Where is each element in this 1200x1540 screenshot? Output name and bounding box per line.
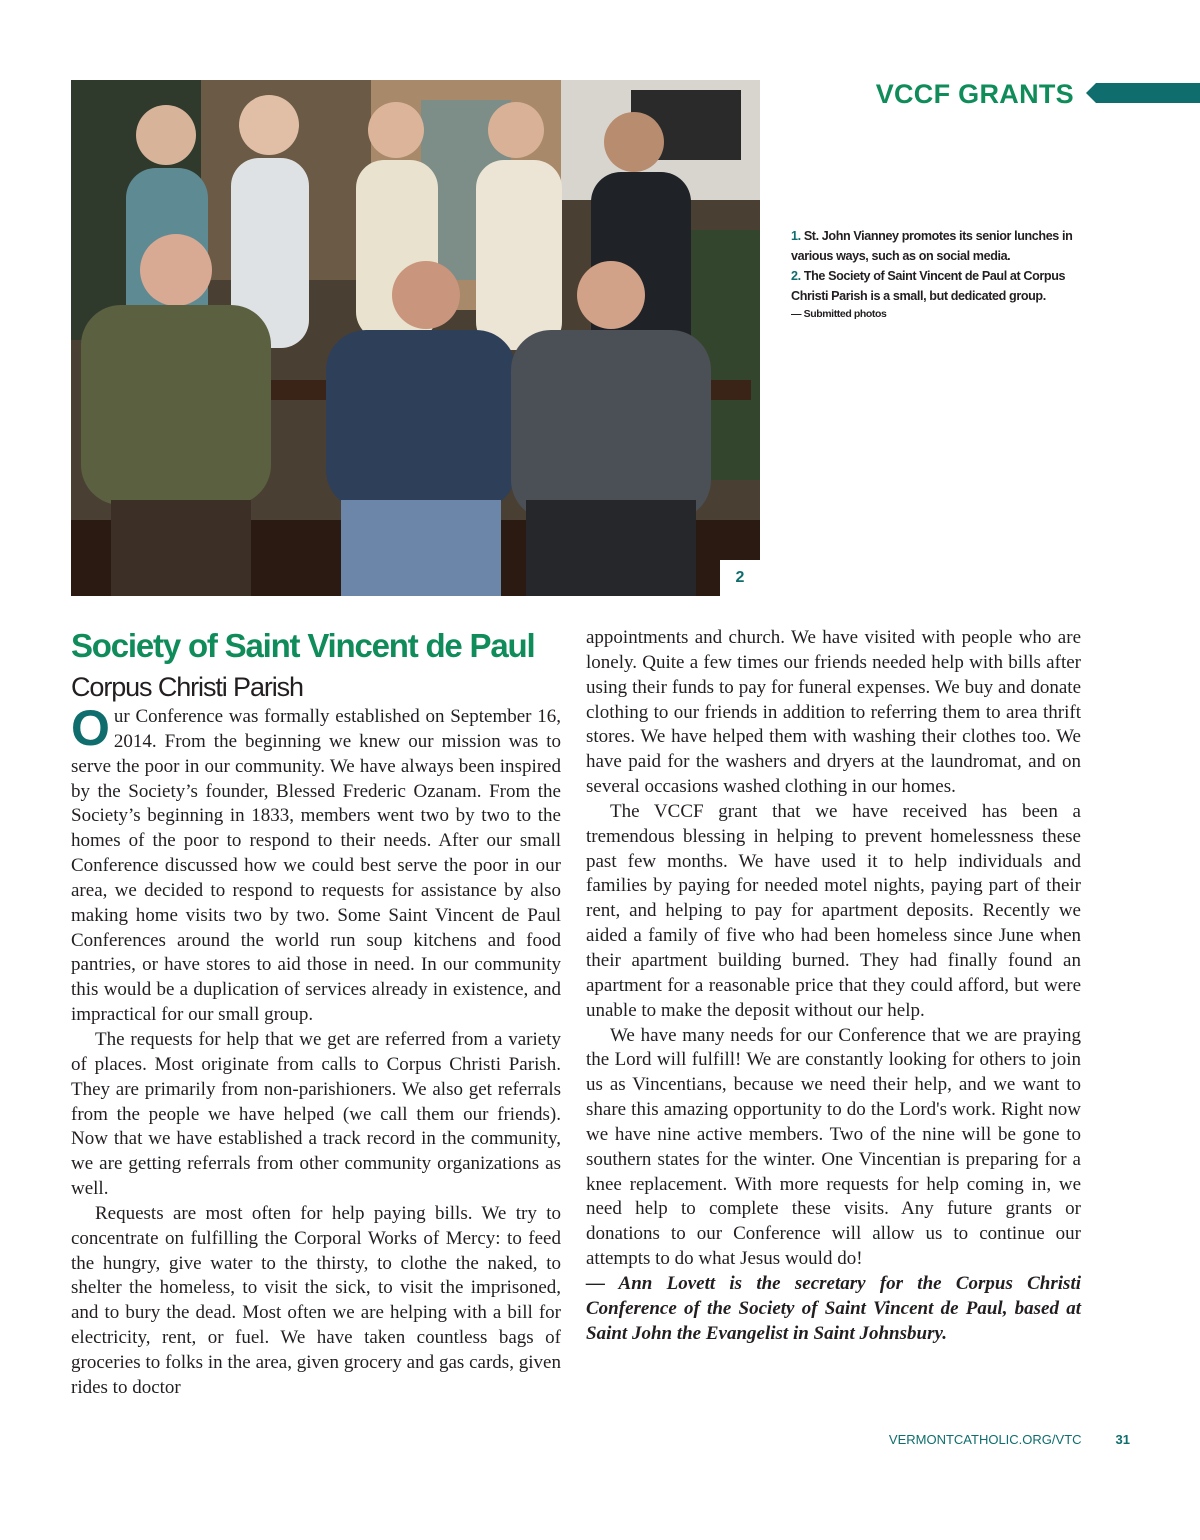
- page-number: 31: [1115, 1432, 1130, 1447]
- section-header: [860, 78, 1200, 110]
- article-paragraph-1-text: ur Conference was formally established on September 16, 2014. From the beginning we knew our mission was to serve the poor in our community. We have always been inspired by the Society’s founder, Blessed Frederic Ozanam. From the Society’s beginning in 1833, members went two by two to the homes of the poor to respond to their needs. After our small Conference discussed how we could best serve the poor in our area, we decided to respond to requests for assistance by also making home visits two by two. Some Saint Vincent de Paul Conferences around the world run soup kitchens and food pantries, or have stores to aid those in need. In our community this would be a duplication of services already in existence, and impractical for our small group.: [71, 706, 561, 1026]
- group-photo-illustration: [71, 80, 760, 596]
- photo-credit: — Submitted photos: [791, 308, 887, 320]
- caption-item1-text: St. John Vianney promotes its senior lunches in various ways, such as on social media.: [791, 229, 1073, 263]
- author-signoff: — Ann Lovett is the secretary for the Corpus Christi Conference of the Society of Saint Vincent de Paul, based at Saint John the Evangelist in Saint Johnsbury.: [586, 1272, 1081, 1344]
- section-tab-arrow: [1086, 83, 1200, 103]
- section-title: VCCF GRANTS: [875, 79, 1074, 109]
- drop-cap: O: [71, 700, 110, 756]
- caption-item2-number: 2.: [791, 269, 801, 283]
- footer-url[interactable]: VERMONTCATHOLIC.ORG/VTC: [888, 1432, 1082, 1447]
- article-paragraph-2: The requests for help that we get are referred from a variety of places. Most originate from calls to Corpus Christi Parish. They are primarily from non-parishioners. We also get referrals from the people we have helped (we call them our friends). Now that we have established a track record in the community, we are getting referrals from other community organizations as well.: [71, 1028, 561, 1200]
- caption-item2-text: The Society of Saint Vincent de Paul at Corpus Christi Parish is a small, but dedicated group.: [791, 269, 1066, 303]
- page-footer: [889, 1432, 1130, 1447]
- article-paragraph-4: The VCCF grant that we have received has been a tremendous blessing in helping to prevent homelessness these past few months. We have used it to help individuals and families by paying for needed motel nights, paying part of their rent, and helping to pay for apartment deposits. Recently we aided a family of five who had been homeless since June when their apartment building burned. They had finally found an apartment for a reasonable price that they could afford, but were unable to make the deposit without our help.: [586, 800, 1081, 1021]
- article-paragraph-5: We have many needs for our Conference that we are praying the Lord will fulfill! We are constantly looking for others to join us as Vincentians, because we need their help, and we want to share this amazing opportunity to do the Lord's work. Right now we have nine active members. Two of the nine will be gone to southern states for the winter. One Vincentian is preparing for a knee replacement. With more requests for help coming in, we need help to complete these visits. Any future grants or donations to our Conference will allow us to continue our attempts to do what Jesus would do!: [586, 1024, 1081, 1270]
- photo-caption: [791, 226, 1091, 322]
- article-paragraph-3: Requests are most often for help paying bills. We try to concentrate on fulfilling the Corporal Works of Mercy: to feed the hungry, give water to the thirsty, to clothe the naked, to shelter the homeless, to visit the sick, to visit the imprisoned, and to bury the dead. Most often we are helping with a bill for electricity, rent, or fuel. We have taken countless bags of groceries to folks in the area, given grocery and gas cards, given rides to doctor: [71, 1202, 561, 1398]
- article-paragraph-1: [71, 700, 561, 1028]
- article-column-left: [71, 700, 561, 1401]
- caption-item1-number: 1.: [791, 229, 801, 243]
- group-photo: [71, 80, 760, 596]
- article-column-right: [586, 626, 1081, 1346]
- article-subtitle: Corpus Christi Parish: [71, 672, 303, 702]
- article-paragraph-3-continued: appointments and church. We have visited with people who are lonely. Quite a few times our friends needed help with bills after using their funds to pay for funeral expenses. We buy and donate clothing to our friends in addition to referring them to area thrift stores. We have helped them with washing their clothes too. We have paid for the washers and dryers at the laundromat, and on several occasions washed clothing in our homes.: [586, 627, 1081, 798]
- article-title: Society of Saint Vincent de Paul: [71, 627, 535, 664]
- photo-number: 2: [720, 560, 760, 596]
